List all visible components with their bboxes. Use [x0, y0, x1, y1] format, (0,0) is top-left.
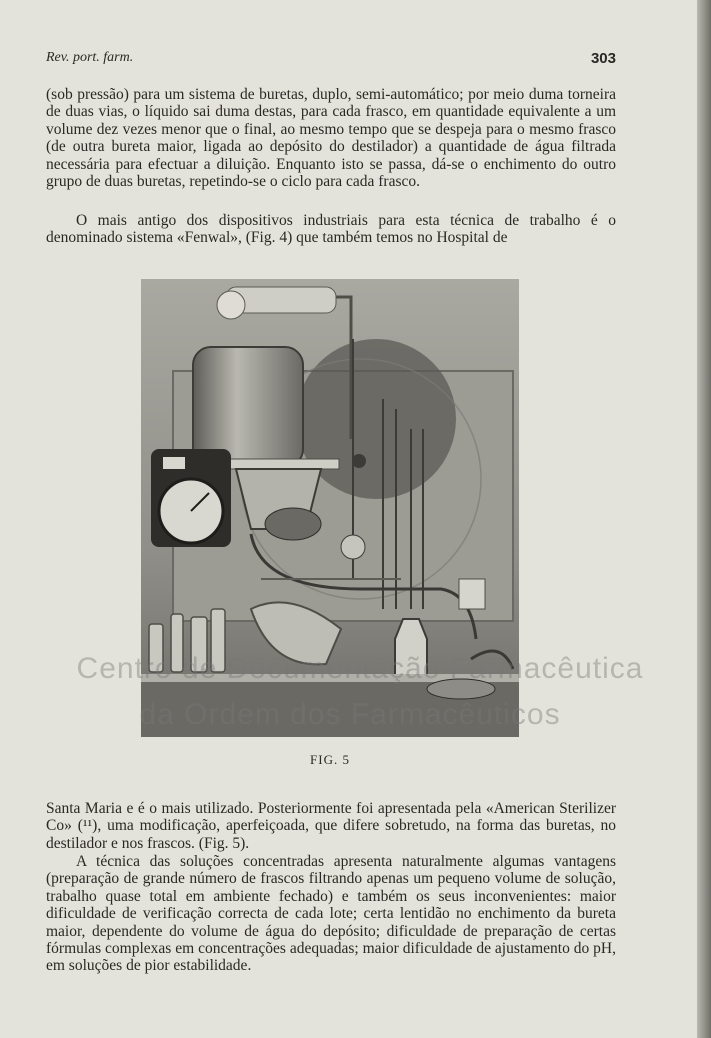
watermark-line-1: Centro de Documentação Farmacêutica	[76, 652, 644, 685]
paragraph-2: O mais antigo dos dispositivos industriais para esta técnica de trabalho é o denominado sistema «Fenwal», (Fig. 4) que também temos no Hospital de	[46, 212, 616, 247]
paragraph-4: A técnica das soluções concentradas apresenta naturalmente algumas vantagens (preparação de grande número de frascos filtrando apenas um pequeno volume de solução, trabalho quase total em ambiente fechado) e também os seus inconvenientes: maior dificuldade de verificação correcta de cada lote; certa lentidão no enchimento da bureta maior, dependente do volume de água do depósito; dificuldade de preparação de certas fórmulas complexas em concentrações adequadas; maior dificuldade de ajustamento do pH, em soluções de pior estabilidade.	[46, 853, 616, 975]
book-spine-edge	[697, 0, 711, 1038]
paragraph-3: Santa Maria e é o mais utilizado. Posteriormente foi apresentada pela «American Sterilizer Co» (¹¹), uma modificação, aperfeiçoada, que difere sobretudo, na forma das buretas, no destilador e nos frascos. (Fig. 5).	[46, 800, 616, 852]
page-number: 303	[590, 50, 616, 67]
journal-title: Rev. port. farm.	[46, 50, 134, 65]
watermark-line-2: da Ordem dos Farmacêuticos	[139, 698, 561, 731]
figure-caption: FIG. 5	[310, 752, 350, 767]
running-header	[46, 50, 616, 70]
paragraph-1: (sob pressão) para um sistema de buretas, duplo, semi-automático; por meio duma torneira de duas vias, o líquido sai duma destas, para cada frasco, em quantidade equivalente a um volume dez vezes menor que o final, ao mesmo tempo que se despeja para o mesmo frasco (de outra bureta maior, ligada ao depósito do destilador) a quantidade de água filtrada necessária para efectuar a diluição. Enquanto isto se passa, dá-se o enchimento do outro grupo de duas buretas, repetindo-se o ciclo para cada frasco.	[46, 86, 616, 191]
